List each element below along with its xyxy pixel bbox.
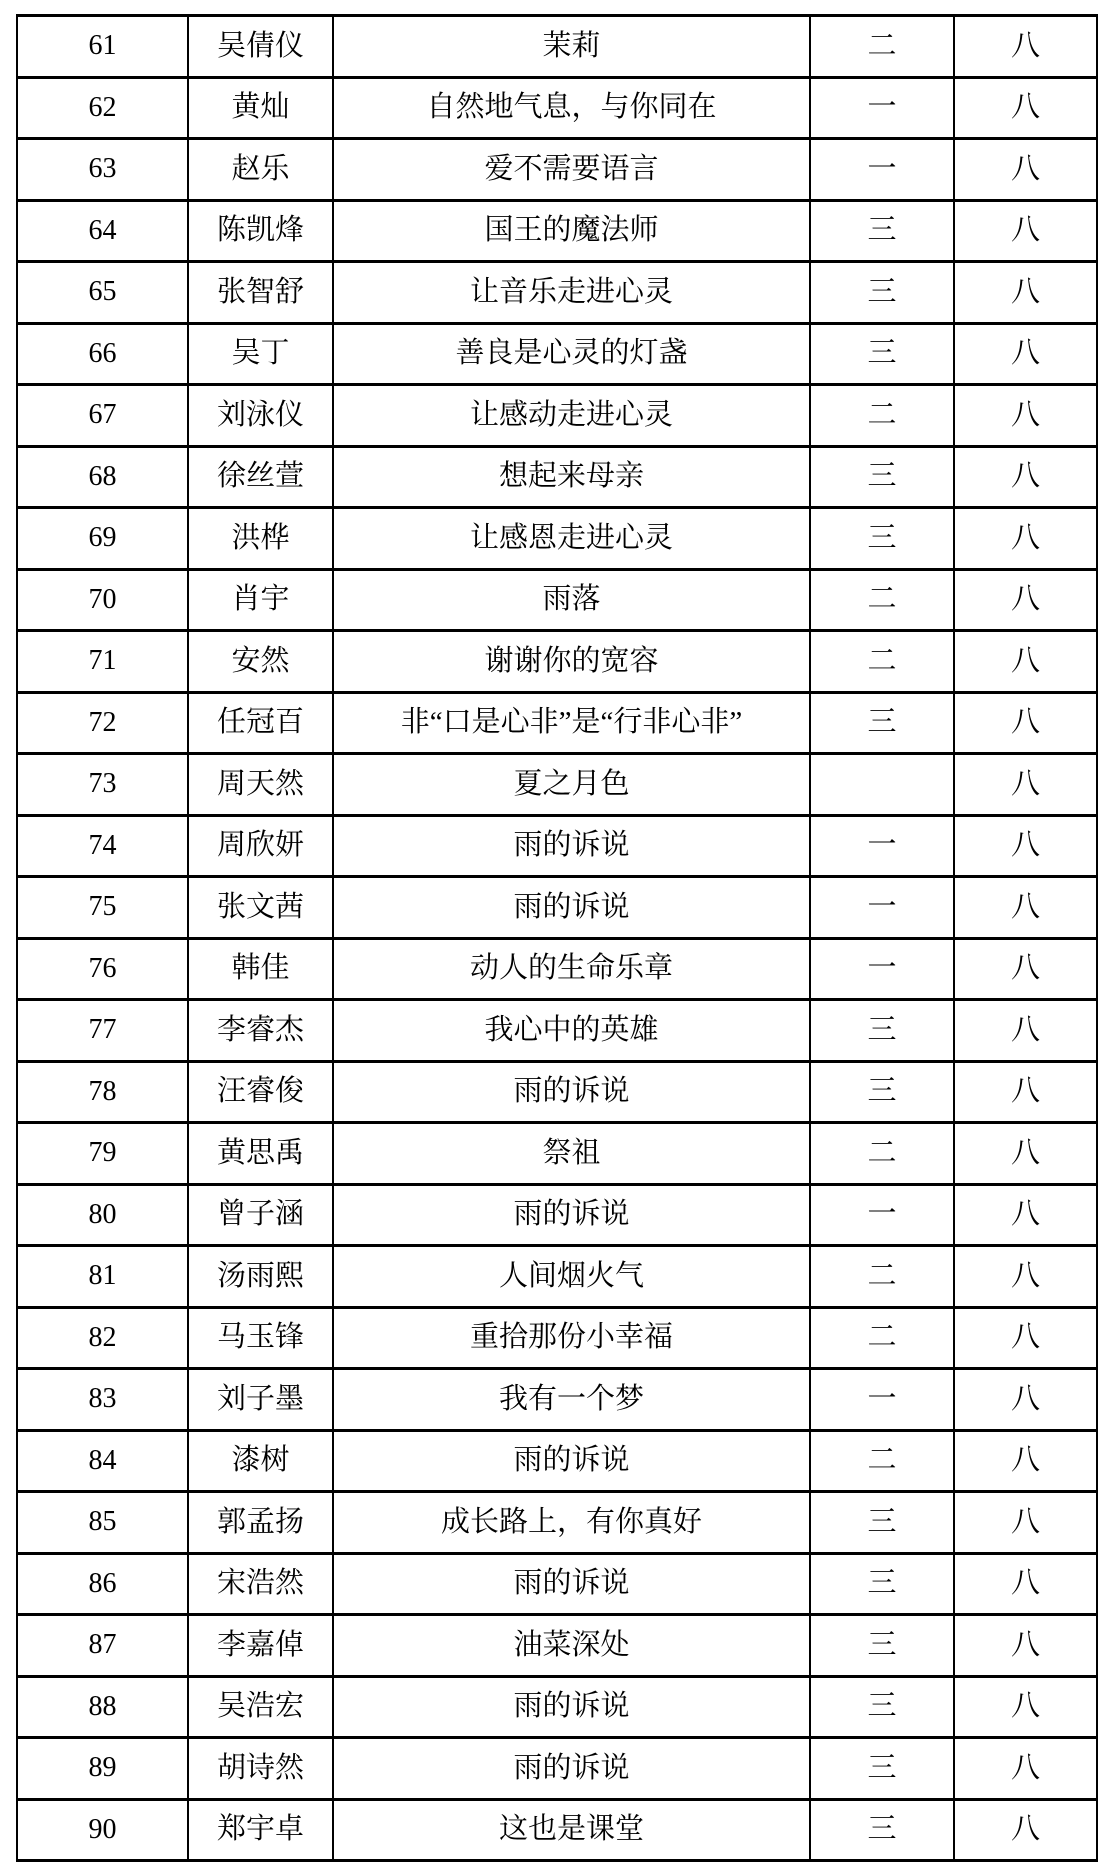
cell-grade: 八 [954, 569, 1097, 631]
cell-grade: 八 [954, 1676, 1097, 1738]
cell-grade: 八 [954, 1615, 1097, 1677]
cell-level: 二 [810, 1123, 954, 1185]
table-row [17, 1799, 1097, 1861]
cell-work-title: 动人的生命乐章 [333, 938, 810, 1000]
cell-grade: 八 [954, 1061, 1097, 1123]
cell-work-title: 雨的诉说 [333, 877, 810, 939]
cell-student-name: 吴倩仪 [188, 16, 333, 78]
cell-level: 一 [810, 1184, 954, 1246]
cell-number: 78 [17, 1061, 188, 1123]
cell-number: 73 [17, 754, 188, 816]
cell-level: 三 [810, 1061, 954, 1123]
cell-grade: 八 [954, 1369, 1097, 1431]
cell-number: 62 [17, 77, 188, 139]
cell-work-title: 谢谢你的宽容 [333, 631, 810, 693]
award-roster-table [16, 14, 1098, 1862]
cell-number: 65 [17, 262, 188, 324]
cell-grade: 八 [954, 1553, 1097, 1615]
cell-grade: 八 [954, 1430, 1097, 1492]
cell-grade: 八 [954, 200, 1097, 262]
table-row [17, 692, 1097, 754]
cell-number: 68 [17, 446, 188, 508]
cell-level: 二 [810, 385, 954, 447]
table-row [17, 1615, 1097, 1677]
cell-grade: 八 [954, 1000, 1097, 1062]
cell-number: 67 [17, 385, 188, 447]
cell-number: 81 [17, 1246, 188, 1308]
table-body [17, 16, 1097, 1861]
cell-level: 三 [810, 446, 954, 508]
table-row [17, 1246, 1097, 1308]
cell-student-name: 周天然 [188, 754, 333, 816]
cell-student-name: 黄思禹 [188, 1123, 333, 1185]
cell-level: 三 [810, 1738, 954, 1800]
cell-grade: 八 [954, 323, 1097, 385]
cell-work-title: 让音乐走进心灵 [333, 262, 810, 324]
cell-student-name: 曾子涵 [188, 1184, 333, 1246]
cell-number: 89 [17, 1738, 188, 1800]
table-row [17, 1307, 1097, 1369]
cell-student-name: 郑宇卓 [188, 1799, 333, 1861]
cell-number: 76 [17, 938, 188, 1000]
cell-level: 二 [810, 16, 954, 78]
table-row [17, 323, 1097, 385]
cell-level: 三 [810, 1000, 954, 1062]
cell-number: 66 [17, 323, 188, 385]
cell-grade: 八 [954, 1246, 1097, 1308]
cell-student-name: 周欣妍 [188, 815, 333, 877]
cell-student-name: 黄灿 [188, 77, 333, 139]
cell-work-title: 让感恩走进心灵 [333, 508, 810, 570]
cell-work-title: 自然地气息，与你同在 [333, 77, 810, 139]
cell-level: 二 [810, 1246, 954, 1308]
cell-student-name: 宋浩然 [188, 1553, 333, 1615]
cell-level [810, 754, 954, 816]
cell-work-title: 茉莉 [333, 16, 810, 78]
cell-level: 一 [810, 938, 954, 1000]
cell-grade: 八 [954, 692, 1097, 754]
cell-work-title: 想起来母亲 [333, 446, 810, 508]
cell-level: 二 [810, 1430, 954, 1492]
table-row [17, 1184, 1097, 1246]
cell-level: 一 [810, 1369, 954, 1431]
cell-student-name: 安然 [188, 631, 333, 693]
cell-grade: 八 [954, 938, 1097, 1000]
cell-number: 84 [17, 1430, 188, 1492]
cell-level: 二 [810, 631, 954, 693]
table-row [17, 139, 1097, 201]
cell-student-name: 马玉锋 [188, 1307, 333, 1369]
cell-level: 三 [810, 692, 954, 754]
cell-number: 61 [17, 16, 188, 78]
table-row [17, 1430, 1097, 1492]
cell-work-title: 我有一个梦 [333, 1369, 810, 1431]
cell-grade: 八 [954, 877, 1097, 939]
cell-student-name: 吴丁 [188, 323, 333, 385]
table-row [17, 1492, 1097, 1554]
cell-level: 二 [810, 1307, 954, 1369]
cell-work-title: 让感动走进心灵 [333, 385, 810, 447]
cell-number: 71 [17, 631, 188, 693]
cell-level: 三 [810, 200, 954, 262]
cell-work-title: 我心中的英雄 [333, 1000, 810, 1062]
cell-number: 72 [17, 692, 188, 754]
cell-work-title: 这也是课堂 [333, 1799, 810, 1861]
table-row [17, 815, 1097, 877]
cell-student-name: 刘泳仪 [188, 385, 333, 447]
cell-work-title: 爱不需要语言 [333, 139, 810, 201]
cell-work-title: 油菜深处 [333, 1615, 810, 1677]
cell-grade: 八 [954, 1738, 1097, 1800]
cell-number: 87 [17, 1615, 188, 1677]
table-row [17, 1000, 1097, 1062]
cell-grade: 八 [954, 16, 1097, 78]
cell-student-name: 李嘉倬 [188, 1615, 333, 1677]
cell-number: 86 [17, 1553, 188, 1615]
cell-level: 三 [810, 1615, 954, 1677]
table-row [17, 77, 1097, 139]
cell-student-name: 陈凯烽 [188, 200, 333, 262]
cell-grade: 八 [954, 754, 1097, 816]
cell-student-name: 张文茜 [188, 877, 333, 939]
cell-student-name: 张智舒 [188, 262, 333, 324]
cell-work-title: 雨的诉说 [333, 1430, 810, 1492]
cell-level: 一 [810, 77, 954, 139]
cell-number: 77 [17, 1000, 188, 1062]
cell-number: 80 [17, 1184, 188, 1246]
cell-work-title: 雨的诉说 [333, 1184, 810, 1246]
cell-level: 三 [810, 508, 954, 570]
table-row [17, 1676, 1097, 1738]
cell-work-title: 雨的诉说 [333, 1676, 810, 1738]
cell-work-title: 雨的诉说 [333, 1738, 810, 1800]
cell-work-title: 夏之月色 [333, 754, 810, 816]
cell-level: 一 [810, 877, 954, 939]
cell-student-name: 吴浩宏 [188, 1676, 333, 1738]
cell-level: 三 [810, 262, 954, 324]
cell-grade: 八 [954, 631, 1097, 693]
cell-number: 75 [17, 877, 188, 939]
table-row [17, 1123, 1097, 1185]
table-row [17, 1738, 1097, 1800]
cell-work-title: 祭祖 [333, 1123, 810, 1185]
cell-student-name: 洪桦 [188, 508, 333, 570]
cell-student-name: 漆树 [188, 1430, 333, 1492]
cell-level: 三 [810, 1676, 954, 1738]
cell-level: 一 [810, 815, 954, 877]
cell-grade: 八 [954, 77, 1097, 139]
cell-student-name: 赵乐 [188, 139, 333, 201]
cell-student-name: 李睿杰 [188, 1000, 333, 1062]
table-row [17, 877, 1097, 939]
cell-work-title: 雨的诉说 [333, 1553, 810, 1615]
cell-student-name: 胡诗然 [188, 1738, 333, 1800]
cell-grade: 八 [954, 1184, 1097, 1246]
cell-number: 88 [17, 1676, 188, 1738]
cell-grade: 八 [954, 446, 1097, 508]
cell-grade: 八 [954, 262, 1097, 324]
cell-number: 82 [17, 1307, 188, 1369]
cell-work-title: 人间烟火气 [333, 1246, 810, 1308]
cell-work-title: 雨的诉说 [333, 1061, 810, 1123]
cell-work-title: 重拾那份小幸福 [333, 1307, 810, 1369]
cell-number: 64 [17, 200, 188, 262]
cell-work-title: 雨的诉说 [333, 815, 810, 877]
table-row [17, 754, 1097, 816]
cell-level: 三 [810, 1553, 954, 1615]
cell-number: 74 [17, 815, 188, 877]
cell-student-name: 任冠百 [188, 692, 333, 754]
cell-student-name: 徐丝萱 [188, 446, 333, 508]
cell-work-title: 雨落 [333, 569, 810, 631]
cell-grade: 八 [954, 1307, 1097, 1369]
cell-level: 三 [810, 1799, 954, 1861]
cell-number: 79 [17, 1123, 188, 1185]
table-row [17, 200, 1097, 262]
cell-student-name: 郭孟扬 [188, 1492, 333, 1554]
cell-work-title: 国王的魔法师 [333, 200, 810, 262]
cell-number: 70 [17, 569, 188, 631]
cell-student-name: 韩佳 [188, 938, 333, 1000]
cell-number: 85 [17, 1492, 188, 1554]
cell-student-name: 刘子墨 [188, 1369, 333, 1431]
cell-level: 二 [810, 569, 954, 631]
cell-number: 63 [17, 139, 188, 201]
cell-level: 一 [810, 139, 954, 201]
table-row [17, 262, 1097, 324]
cell-grade: 八 [954, 1123, 1097, 1185]
table-row [17, 569, 1097, 631]
table-row [17, 631, 1097, 693]
cell-work-title: 成长路上，有你真好 [333, 1492, 810, 1554]
cell-grade: 八 [954, 139, 1097, 201]
cell-student-name: 汤雨熙 [188, 1246, 333, 1308]
cell-level: 三 [810, 1492, 954, 1554]
cell-grade: 八 [954, 1799, 1097, 1861]
cell-number: 69 [17, 508, 188, 570]
cell-student-name: 汪睿俊 [188, 1061, 333, 1123]
cell-student-name: 肖宇 [188, 569, 333, 631]
cell-grade: 八 [954, 385, 1097, 447]
cell-grade: 八 [954, 508, 1097, 570]
cell-number: 83 [17, 1369, 188, 1431]
cell-grade: 八 [954, 815, 1097, 877]
table-row [17, 1553, 1097, 1615]
table-row [17, 508, 1097, 570]
table-row [17, 16, 1097, 78]
table-row [17, 446, 1097, 508]
table-row [17, 938, 1097, 1000]
table-row [17, 1061, 1097, 1123]
cell-work-title: 善良是心灵的灯盏 [333, 323, 810, 385]
table-row [17, 385, 1097, 447]
cell-grade: 八 [954, 1492, 1097, 1554]
cell-work-title: 非“口是心非”是“行非心非” [333, 692, 810, 754]
cell-number: 90 [17, 1799, 188, 1861]
cell-level: 三 [810, 323, 954, 385]
table-row [17, 1369, 1097, 1431]
